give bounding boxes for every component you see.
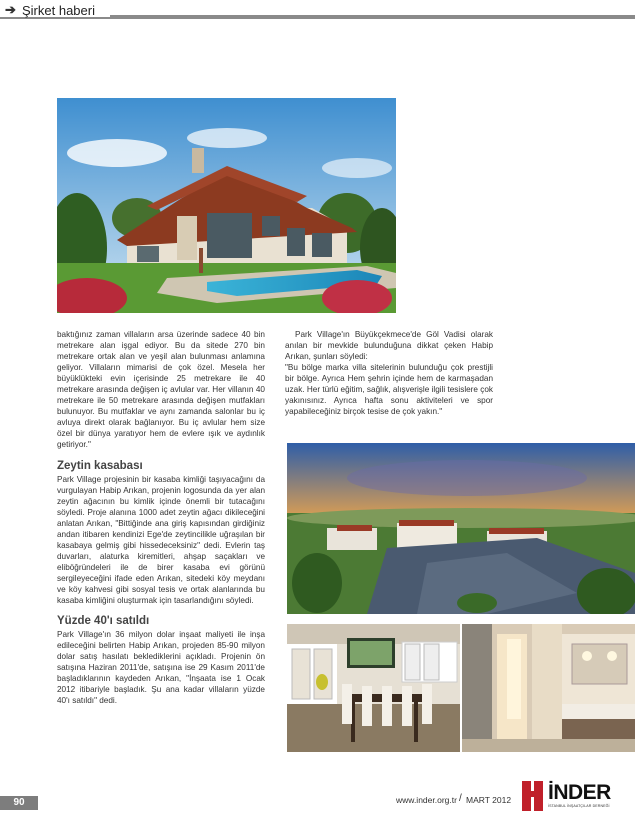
left-column: [57, 329, 265, 707]
heading-yuzde-40: Yüzde 40'ı satıldı: [57, 615, 150, 628]
footer-separator: /: [459, 793, 462, 804]
paragraph-yuzde-40: Park Village'ın 36 milyon dolar inşaat maliyeti ile inşa edileceğini belirten Habip Arıkan, projeden 85-90 milyon dolar satış hasılatı beklediklerini açıkladı. Projenin ön satışına Haziran 2011'de, satışına ise 29 Kasım 2011'de başladıklarının kaydeden Arıkan, "İnşaata ise 1 Ocak 2012 itibariyle başladık. Şu ana kadar villaların yüzde 40'ı satıldı" dedi.: [57, 630, 265, 706]
aerial-site-photo: [287, 443, 635, 614]
logo-subtitle: İSTANBUL İNŞAATÇILAR DERNEĞİ: [548, 804, 610, 808]
heading-zeytin-kasabasi: Zeytin kasabası: [57, 459, 143, 472]
logo-wordmark: İNDER: [548, 781, 611, 804]
villa-photo: [57, 98, 396, 313]
page-number: 90: [0, 796, 38, 810]
quote-paragraph: "Bu bölge marka villa sitelerinin bulunduğu çok prestijli bir bölge. Ayrıca Hem şehrin içinde hem de karmaşadan uzak. Her türlü eğitim, sağlık, alışverişle ilgili tesislere çok yakınısınız. Ayrıca hafta sonu aktiviteleri ve spor yapabileceğiniz birçok tesise de çok yakın.": [285, 363, 493, 417]
right-intro-paragraph: Park Village'ın Büyükçekmece'de Göl Vadisi olarak anılan bir mevkide bulunduğuna dikkat çeken Habip Arıkan, şunları söyledi:: [285, 330, 493, 362]
intro-paragraph: baktığınız zaman villaların arsa üzerinde sadece 40 bin metrekare alan işgal ediyor. Bu da sitede 270 bin metrekare ortak alan ve yeşil alan bulunması anlamına geliyor. Villaların mimarisi de çok özel. Mesela her büyüklükteki evin içerisinde 25 metrekare ile 40 metrekare arasında değişen iç avlular var. Her villanın 40 metrekare ile 50 metrekare arasında değişen mutfakları bulunuyor. Bu mutfaklar ve aynı zamanda salonlar bu iç avluya direkt olarak bağlanıyor. Bu iç avlular hem size özel bir dünya yaratıyor hem de evlere ışık ve aydınlık getiriyor.": [57, 330, 265, 450]
bathroom-photo: [462, 624, 635, 752]
right-column: [285, 329, 493, 417]
arrow-right-icon: ➔: [5, 2, 16, 17]
paragraph-zeytin-kasabasi: Park Village projesinin bir kasaba kimliği taşıyacağını da vurgulayan Habip Arıkan, projenin logosunda da yer alan zeytin ağacının bu kimlik içinde önemli bir tutacağını söyledi. Proje alanına 1000 adet zeytin ağacı dikileceğini anlatan Arıkan, "Bittiğinde ana giriş kapısından girdiğiniz andan itibaren kendinizi Ege'de zeytincilikle uğraşılan bir kasabaya gelmiş gibi hissedeceksiniz" dedi. Evlerin taş duvarları, alaturka kiremitleri, ahşap saçakları ve eliböğründeleri ile de birer kasaba evi görünü sergileyeceğini ifade eden Arıkan, sitedeki köy meydanı ve köy kahvesi gibi sosyal tesis ve ortak alanlarında bu kasaba kimliğini oluşturmak için tasarlandığını söyledi.: [57, 474, 265, 606]
kitchen-photo: [287, 624, 460, 752]
section-title: Şirket haberi: [22, 3, 95, 18]
footer-url[interactable]: www.inder.org.tr: [396, 795, 457, 805]
footer-date: MART 2012: [466, 795, 512, 805]
